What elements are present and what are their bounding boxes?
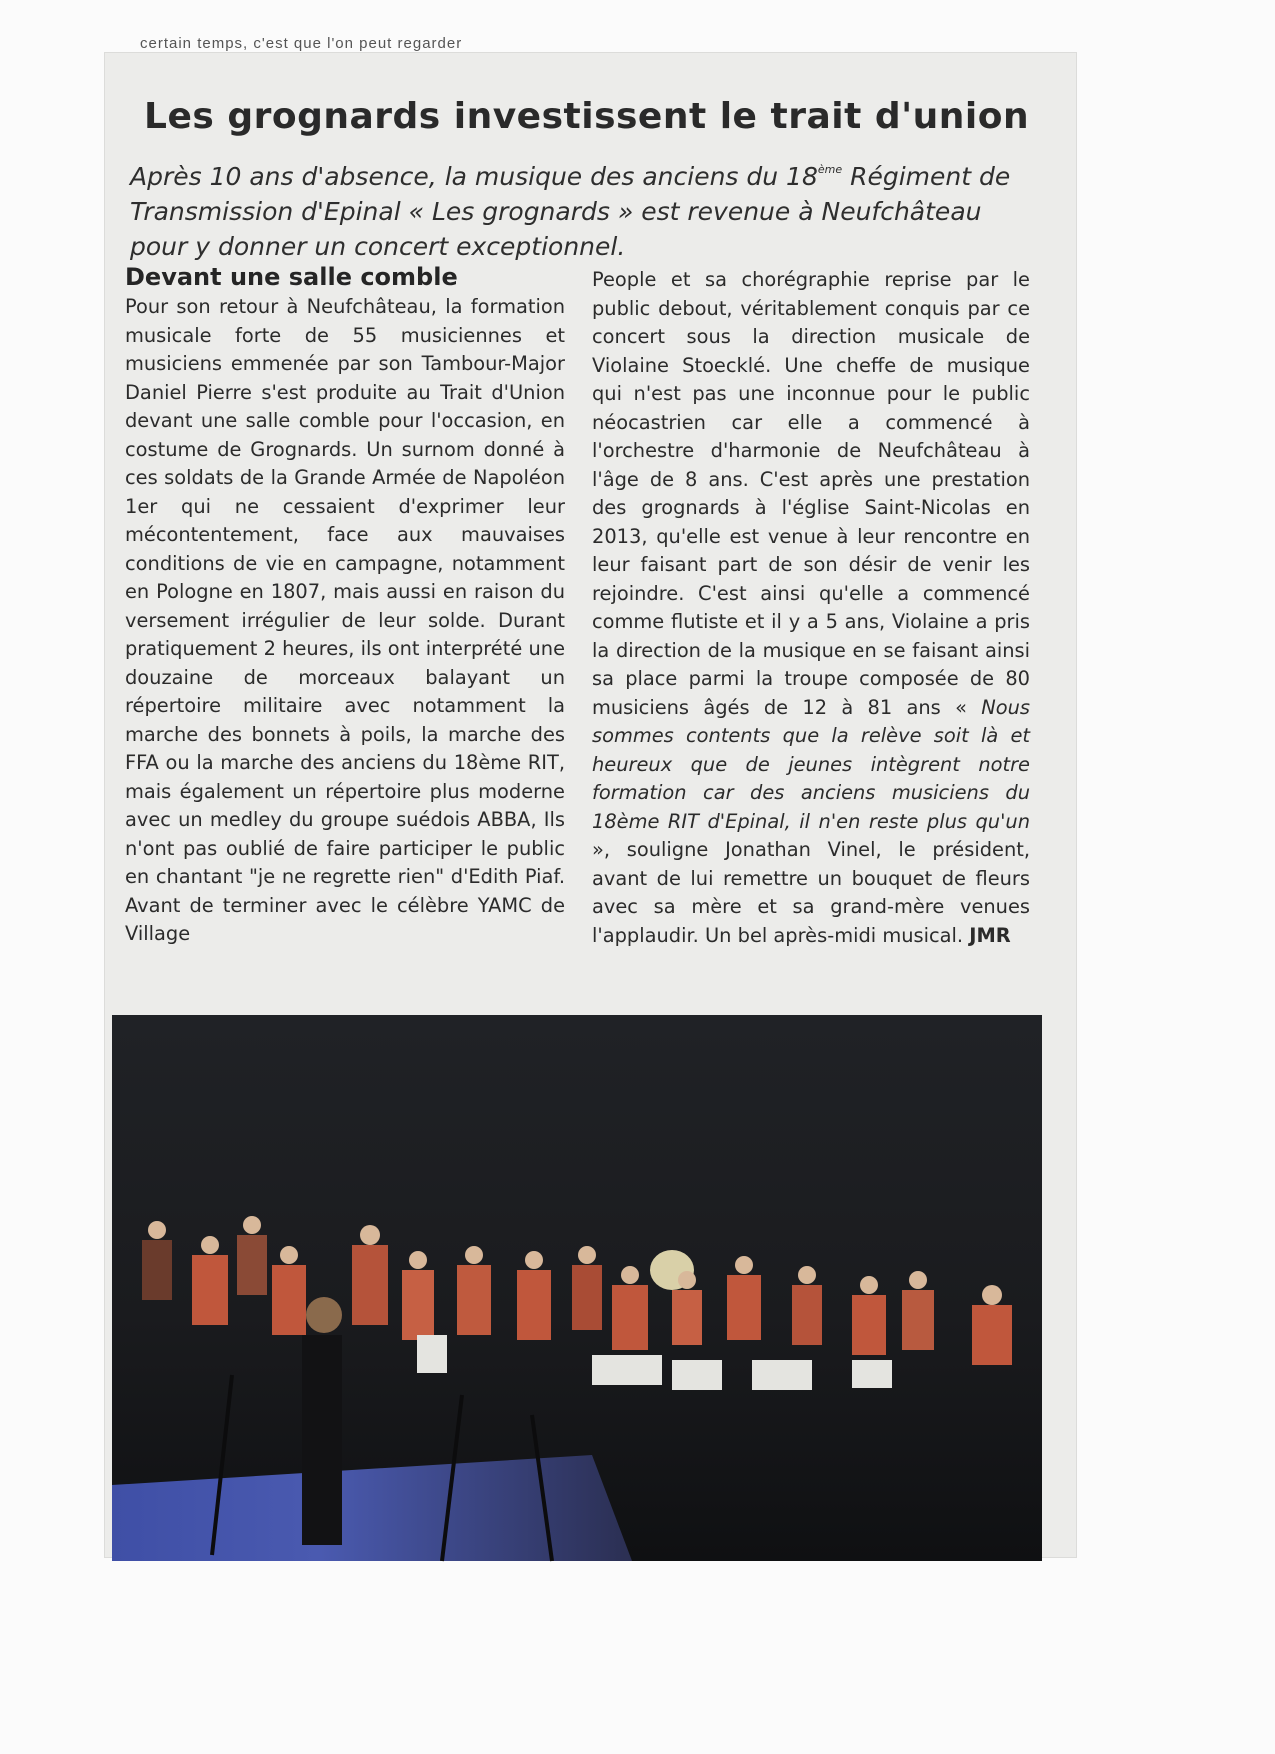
lead-text-end: Régiment de Transmission d'Epinal « Les grognards » est revenue à Neufchâteau pour y donner un concert exceptionnel. [130, 162, 1011, 261]
lead-superscript: ème [817, 163, 843, 176]
headline: Les grognards investissent le trait d'union [144, 96, 1030, 137]
concert-photo [112, 1015, 1042, 1561]
subheading: Devant une salle comble [125, 263, 458, 291]
concert-photo-illustration [112, 1015, 1042, 1561]
column-2-text-b: », souligne Jonathan Vinel, le président, avant de lui remettre un bouquet de fleurs avec sa mère et sa grand-mère venues l'applaudir. Un bel après-midi musical. [592, 838, 1030, 947]
author-signature: JMR [969, 923, 1011, 947]
cut-off-text: certain temps, c'est que l'on peut regarder [140, 35, 463, 52]
column-1-text: Pour son retour à Neufchâteau, la formation musicale forte de 55 musiciennes et musiciens emmenée par son Tambour-Major Daniel Pierre s'est produite au Trait d'Union devant une salle comble pour l'occasion, en costume de Grognards. Un surnom donné à ces soldats de la Grande Armée de Napoléon 1er qui ne cessaient d'exprimer leur mécontentement, face aux mauvaises conditions de vie en campagne, notamment en Pologne en 1807, mais aussi en raison du versement irrégulier de leur solde. Durant pratiquement 2 heures, ils ont interprété une douzaine de morceaux balayant un répertoire militaire avec notamment la marche des bonnets à poils, la marche des FFA ou la marche des anciens du 18ème RIT, mais également un répertoire plus moderne avec un medley du groupe suédois ABBA, Ils n'ont pas oublié de faire participer le public en chantant "je ne regrette rien" d'Edith Piaf. Avant de terminer avec le célèbre YAMC de Village [125, 295, 565, 945]
article-column-1 [125, 263, 565, 949]
lead-paragraph [130, 152, 1040, 264]
column-2-text-a: People et sa chorégraphie reprise par le public debout, véritablement conquis par ce concert sous la direction musicale de Violaine Stoecklé. Une cheffe de musique qui n'est pas une inconnue pour le public néocastrien car elle a commencé à l'orchestre d'harmonie de Neufchâteau à l'âge de 8 ans. C'est après une prestation des grognards à l'église Saint-Nicolas en 2013, qu'elle est venue à leur rencontre en leur faisant part de son désir de venir les rejoindre. C'est ainsi qu'elle a commencé comme flutiste et il y a 5 ans, Violaine a pris la direction de la musique en se faisant ainsi sa place parmi la troupe composée de 80 musiciens âgés de 12 à 81 ans « [592, 268, 1030, 719]
column-2-paragraph [592, 266, 1030, 950]
article-column-2 [592, 266, 1030, 950]
column-2-quote: Nous sommes contents que la relève soit là et heureux que de jeunes intègrent notre formation car des anciens musiciens du 18ème RIT d'Epinal, il n'en reste plus qu'un [592, 695, 1030, 833]
lead-text-start: Après 10 ans d'absence, la musique des anciens du 18 [130, 162, 818, 191]
